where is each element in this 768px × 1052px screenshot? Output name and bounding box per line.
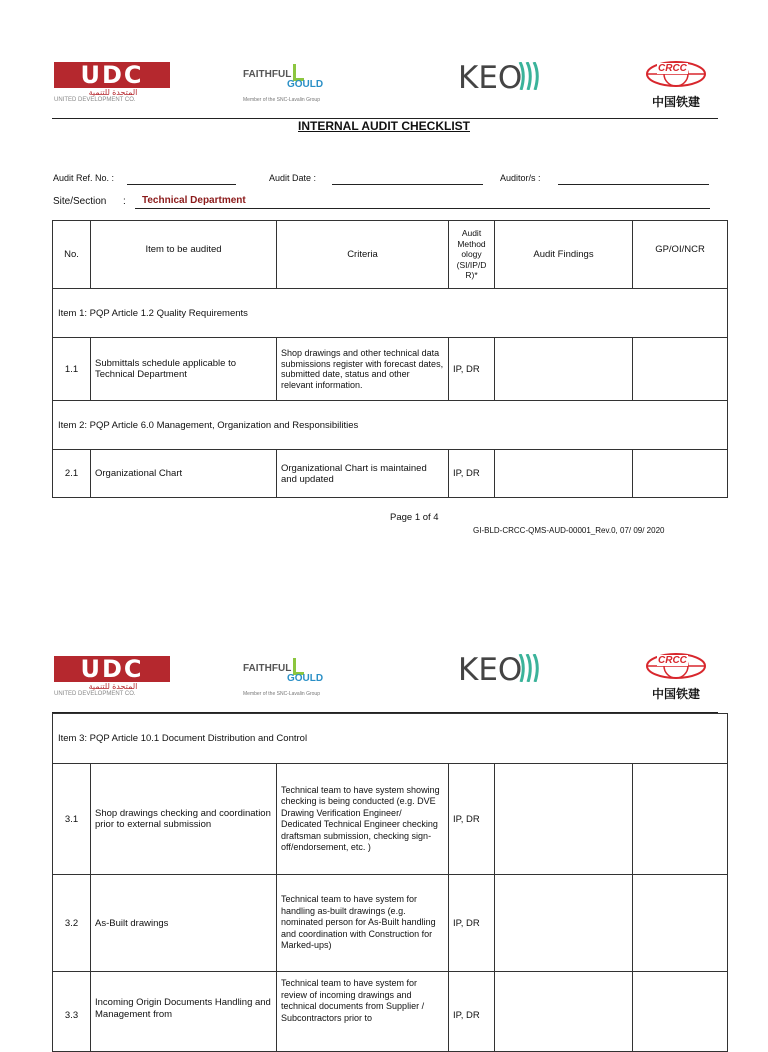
table-row	[53, 972, 728, 1052]
col-header-no: No.	[53, 221, 91, 289]
row-item: As-Built drawings	[91, 875, 277, 972]
col-header-findings: Audit Findings	[495, 221, 633, 289]
auditors-field[interactable]	[558, 184, 709, 185]
row-gp[interactable]	[633, 764, 728, 875]
row-findings[interactable]	[495, 764, 633, 875]
row-no: 3.3	[53, 972, 91, 1052]
row-gp[interactable]	[633, 972, 728, 1052]
keo-logo: KEO	[458, 60, 548, 100]
audit-date-field[interactable]	[332, 184, 483, 185]
row-method: IP, DR	[449, 764, 495, 875]
site-section-label: Site/Section	[53, 196, 107, 207]
faithful-gould-logo: FAITHFUL GOULD Member of the SNC-Lavalin Group	[243, 658, 373, 702]
table-row	[53, 875, 728, 972]
col-header-method: Audit Method ology (SI/IP/D R)*	[449, 221, 495, 289]
audit-table-page1	[52, 220, 728, 498]
row-method: IP, DR	[449, 450, 495, 498]
row-criteria: Technical team to have system for handling as-built drawings (e.g. nominated person for As-Built handling and coordination with Construction for Marked-ups)	[277, 875, 449, 972]
document-reference: GI-BLD-CRCC-QMS-AUD-00001_Rev.0, 07/ 09/ 2020	[473, 526, 665, 535]
row-findings[interactable]	[495, 875, 633, 972]
audit-ref-label: Audit Ref. No. :	[53, 173, 115, 183]
udc-logo: UDC المتحدة للتنمية UNITED DEVELOPMENT CO.	[54, 656, 172, 700]
section-row	[53, 714, 728, 764]
audit-date-label: Audit Date :	[269, 173, 317, 183]
row-criteria: Technical team to have system for review of incoming drawings and technical documents from Supplier / Subcontractors prior to	[277, 972, 449, 1052]
row-gp[interactable]	[633, 450, 728, 498]
keo-logo: KEO	[458, 652, 548, 692]
crcc-logo: CRCC 中国铁建	[641, 60, 711, 108]
row-gp[interactable]	[633, 875, 728, 972]
row-item: Submittals schedule applicable to Technical Department	[91, 338, 277, 401]
section-title: Item 2: PQP Article 6.0 Management, Organization and Responsibilities	[53, 401, 728, 450]
faithful-gould-logo: FAITHFUL GOULD Member of the SNC-Lavalin Group	[243, 64, 373, 108]
site-section-colon: :	[123, 196, 126, 207]
row-criteria: Technical team to have system showing checking is being conducted (e.g. DVE Drawing Verification Engineer/ Dedicated Technical Engineer checking draftsman submission, checking sign-off/endorsement, etc. )	[277, 764, 449, 875]
row-item: Shop drawings checking and coordination prior to external submission	[91, 764, 277, 875]
col-header-item: Item to be audited	[91, 221, 277, 289]
row-no: 1.1	[53, 338, 91, 401]
row-criteria: Shop drawings and other technical data submissions register with forecast dates, submitted date, status and other relevant information.	[277, 338, 449, 401]
row-findings[interactable]	[495, 450, 633, 498]
site-section-value: Technical Department	[142, 195, 246, 206]
audit-table-page2	[52, 713, 728, 1052]
section-row	[53, 401, 728, 450]
row-no: 3.2	[53, 875, 91, 972]
row-item: Incoming Origin Documents Handling and Management from	[91, 972, 277, 1052]
table-row	[53, 338, 728, 401]
row-no: 3.1	[53, 764, 91, 875]
row-item: Organizational Chart	[91, 450, 277, 498]
table-header-row	[53, 221, 728, 289]
section-row	[53, 289, 728, 338]
row-criteria: Organizational Chart is maintained and updated	[277, 450, 449, 498]
col-header-gp: GP/OI/NCR	[633, 221, 728, 289]
row-findings[interactable]	[495, 338, 633, 401]
table-row	[53, 450, 728, 498]
audit-ref-field[interactable]	[127, 184, 236, 185]
row-findings[interactable]	[495, 972, 633, 1052]
row-method: IP, DR	[449, 338, 495, 401]
row-no: 2.1	[53, 450, 91, 498]
table-row	[53, 764, 728, 875]
udc-logo: UDC المتحدة للتنمية UNITED DEVELOPMENT CO.	[54, 62, 172, 106]
section-title: Item 3: PQP Article 10.1 Document Distribution and Control	[53, 714, 728, 764]
row-method: IP, DR	[449, 875, 495, 972]
page-number: Page 1 of 4	[390, 512, 439, 523]
crcc-logo: CRCC 中国铁建	[641, 652, 711, 700]
row-method: IP, DR	[449, 972, 495, 1052]
auditors-label: Auditor/s :	[500, 173, 541, 183]
header-rule	[52, 712, 718, 713]
col-header-criteria: Criteria	[277, 221, 449, 289]
row-gp[interactable]	[633, 338, 728, 401]
site-section-field[interactable]	[135, 208, 710, 209]
document-title: INTERNAL AUDIT CHECKLIST	[298, 119, 470, 133]
section-title: Item 1: PQP Article 1.2 Quality Requirements	[53, 289, 728, 338]
